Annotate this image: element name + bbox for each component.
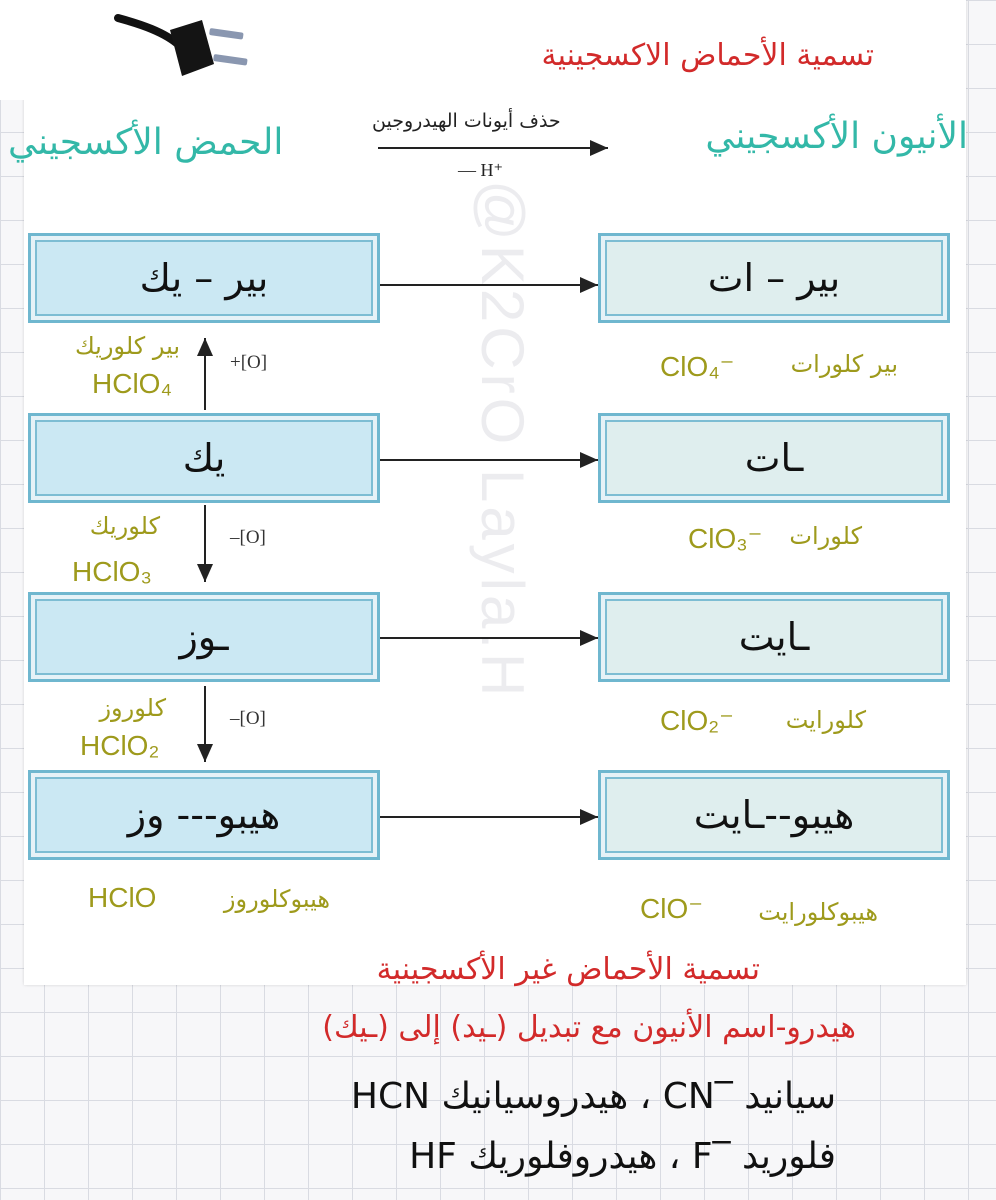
acid-example-formula: HClO: [88, 882, 157, 913]
acid-example-formula: HClO₃: [72, 556, 152, 587]
anion-example-formula: ClO₄⁻: [660, 351, 735, 382]
example-line: سيانيد ‾CN ، هيدروسيانيك HCN: [350, 1076, 836, 1117]
acid-example-name: هيبوكلوروز: [223, 885, 330, 913]
anion-example-name: بير كلورات: [790, 350, 898, 378]
acid-example-name: كلوروز: [99, 694, 166, 722]
example-line: فلوريد ‾F ، هيدروفلوريك HF: [409, 1136, 836, 1177]
non-oxy-rule: هيدرو-اسم الأنيون مع تبديل (ـيد) إلى (ـيك): [322, 1010, 856, 1045]
anion-example-formula: ClO⁻: [640, 893, 703, 924]
non-oxy-title: تسمية الأحماض غير الأكسجينية: [376, 952, 760, 987]
acid-example-formula: HClO₄: [92, 368, 172, 399]
acid-box-per-ic: بير – يك: [28, 233, 380, 323]
anion-box-ate: ـات: [598, 413, 950, 503]
oxygen-remove-label-1: –[O]: [230, 527, 266, 548]
acid-box-ic: يك: [28, 413, 380, 503]
anion-box-per-ate: بير – ات: [598, 233, 950, 323]
arrow-formula: — H⁺: [458, 160, 503, 180]
anion-example-formula: ClO₂⁻: [660, 705, 734, 736]
page-title: تسمية الأحماض الاكسجينية: [541, 38, 874, 73]
watermark: @K2CrO Layla.H: [469, 180, 536, 701]
arrow-caption: حذف أيونات الهيدروجين: [372, 110, 561, 132]
acid-example-name: بير كلوريك: [74, 332, 180, 360]
acid-header: الحمض الأكسجيني: [8, 122, 284, 163]
acid-box-ous: ـوز: [28, 592, 380, 682]
anion-example-formula: ClO₃⁻: [688, 523, 763, 554]
oxygen-add-label: +[O]: [230, 352, 268, 373]
anion-example-name: كلورات: [789, 522, 862, 550]
anion-box-ite: ـايت: [598, 592, 950, 682]
anion-header: الأنيون الأكسجيني: [705, 116, 968, 157]
oxygen-remove-label-2: –[O]: [230, 708, 266, 729]
anion-box-hypo-ite: هيبو--ـايت: [598, 770, 950, 860]
anion-example-name: كلورايت: [785, 706, 866, 734]
acid-example-name: كلوريك: [89, 512, 160, 540]
acid-box-hypo-ous: هيبو--- وز: [28, 770, 380, 860]
anion-example-name: هيبوكلورايت: [758, 898, 878, 926]
acid-example-formula: HClO₂: [80, 730, 160, 761]
